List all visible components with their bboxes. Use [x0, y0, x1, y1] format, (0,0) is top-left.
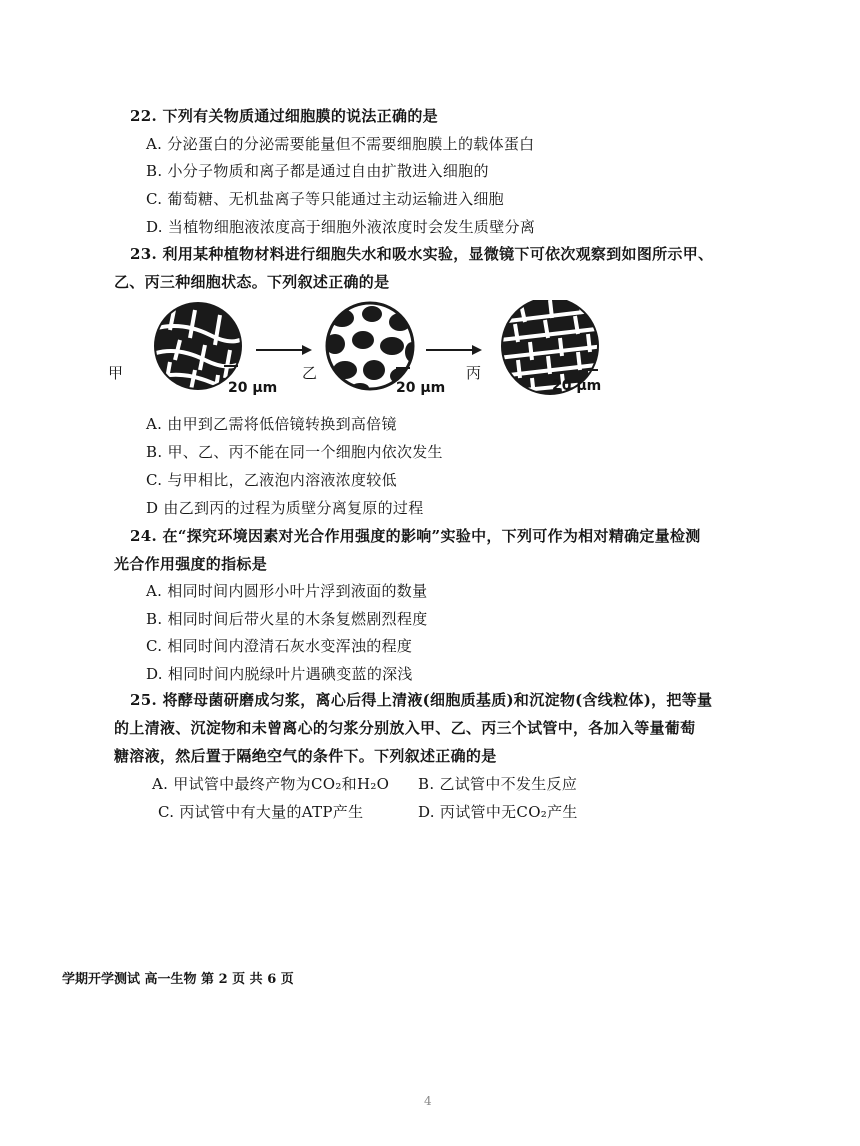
- q24-option-d: D. 相同时间内脱绿叶片遇碘变蓝的深浅: [146, 665, 413, 683]
- scale-label-1: 20 μm: [228, 380, 278, 396]
- q22-option-a: A. 分泌蛋白的分泌需要能量但不需要细胞膜上的载体蛋白: [146, 135, 535, 153]
- q23-stem-line1: 23. 利用某种植物材料进行细胞失水和吸水实验，显微镜下可依次观察到如图所示甲、: [130, 245, 714, 263]
- q25-stem-line3: 糖溶液，然后置于隔绝空气的条件下。下列叙述正确的是: [114, 747, 497, 765]
- q23-option-b: B. 甲、乙、丙不能在同一个细胞内依次发生: [146, 443, 443, 461]
- q24-option-b: B. 相同时间后带火星的木条复燃剧烈程度: [146, 610, 428, 628]
- q23-option-d: D 由乙到丙的过程为质壁分离复原的过程: [146, 499, 424, 517]
- label-yi: 乙: [302, 364, 318, 382]
- q22-option-d: D. 当植物细胞液浓度高于细胞外液浓度时会发生质壁分离: [146, 218, 536, 236]
- q22-stem: 22. 下列有关物质通过细胞膜的说法正确的是: [130, 107, 438, 125]
- q22-option-b: B. 小分子物质和离子都是通过自由扩散进入细胞的: [146, 162, 489, 180]
- cell-state-figure: [108, 300, 720, 410]
- q23-option-a: A. 由甲到乙需将低倍镜转换到高倍镜: [146, 415, 397, 433]
- q25-option-c: C. 丙试管中有大量的ATP产生: [158, 803, 364, 821]
- q25-stem-line1: 25. 将酵母菌研磨成匀浆，离心后得上清液(细胞质基质)和沉淀物(含线粒体)，把等量: [130, 691, 713, 709]
- scale-label-3: 20 μm: [552, 378, 602, 394]
- page-number: 4: [424, 1094, 432, 1108]
- label-jia: 甲: [108, 364, 124, 382]
- q25-option-a: A. 甲试管中最终产物为CO₂和H₂O: [152, 775, 390, 793]
- q24-stem-line2: 光合作用强度的指标是: [114, 555, 268, 573]
- q23-stem-line2: 乙、丙三种细胞状态。下列叙述正确的是: [114, 273, 390, 291]
- q24-stem-line1: 24. 在“探究环境因素对光合作用强度的影响”实验中，下列可作为相对精确定量检测: [130, 527, 701, 545]
- q25-stem-line2: 的上清液、沉淀物和未曾离心的匀浆分别放入甲、乙、丙三个试管中，各加入等量葡萄: [114, 719, 696, 737]
- label-bing: 丙: [466, 364, 482, 382]
- q22-option-c: C. 葡萄糖、无机盐离子等只能通过主动运输进入细胞: [146, 190, 504, 208]
- q24-option-c: C. 相同时间内澄清石灰水变浑浊的程度: [146, 637, 413, 655]
- page-footer: 学期开学测试 高一生物 第 2 页 共 6 页: [62, 972, 294, 987]
- scale-label-2: 20 μm: [396, 380, 446, 396]
- q25-option-d: D. 丙试管中无CO₂产生: [418, 803, 578, 821]
- q23-option-c: C. 与甲相比，乙液泡内溶液浓度较低: [146, 471, 397, 489]
- q25-option-b: B. 乙试管中不发生反应: [418, 775, 578, 793]
- q24-option-a: A. 相同时间内圆形小叶片浮到液面的数量: [146, 582, 428, 600]
